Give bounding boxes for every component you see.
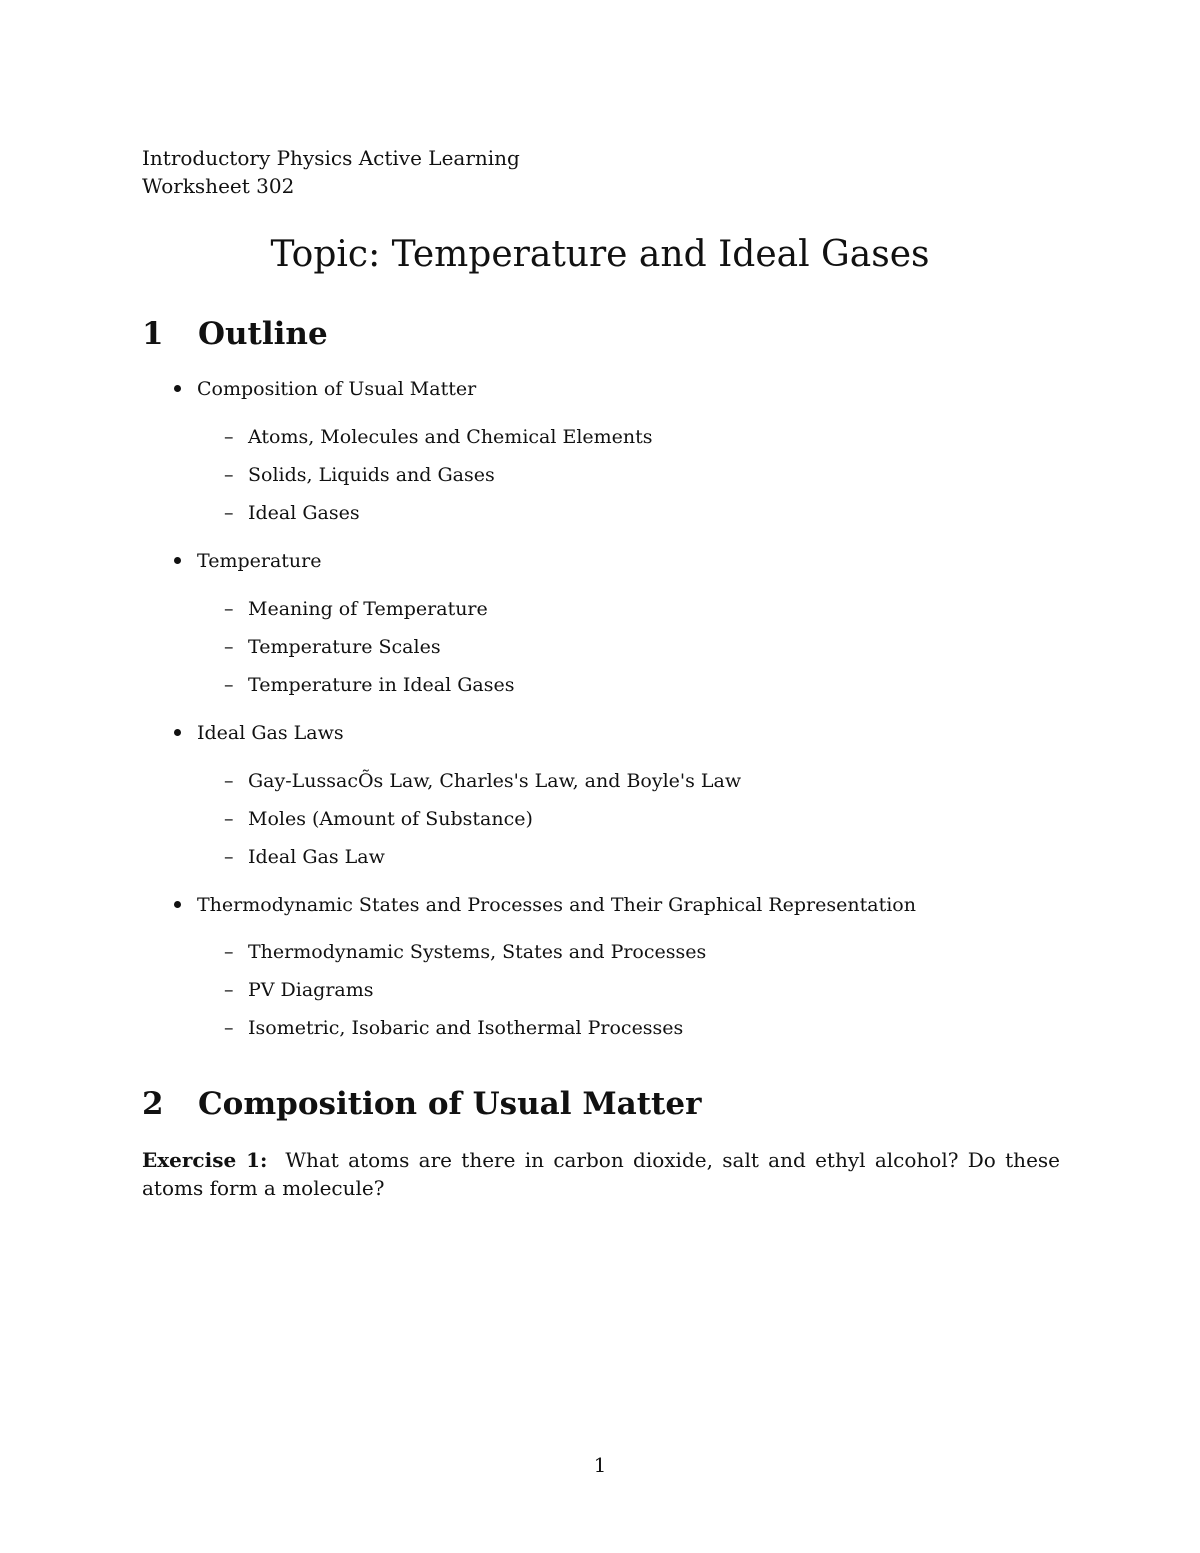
section-heading-composition: [142, 1084, 701, 1124]
outline-subitem: [224, 844, 385, 870]
section-title: Outline: [198, 316, 328, 352]
exercise-text: What atoms are there in carbon dioxide, salt and ethyl alcohol? Do these atoms form a molecule?: [142, 1148, 1060, 1200]
outline-subitem: [224, 1015, 683, 1041]
dash-icon: –: [224, 1017, 234, 1039]
dash-icon: –: [224, 846, 234, 868]
outline-subitem: [224, 806, 533, 832]
outline-subitem-label: Solids, Liquids and Gases: [248, 464, 495, 486]
outline-subitem: [224, 939, 706, 965]
dash-icon: –: [224, 598, 234, 620]
page-number: 1: [593, 1453, 607, 1477]
outline-subitem-label: Isometric, Isobaric and Isothermal Processes: [248, 1017, 684, 1039]
dash-icon: –: [224, 979, 234, 1001]
outline-subitem: [224, 672, 514, 698]
outline-subitem-label: Moles (Amount of Substance): [248, 808, 533, 830]
outline-subitem: [224, 596, 488, 622]
dash-icon: –: [224, 502, 234, 524]
outline-subitem: [224, 634, 441, 660]
dash-icon: –: [224, 808, 234, 830]
outline-subitem-label: Ideal Gas Law: [248, 846, 385, 868]
exercise-1: [142, 1146, 1060, 1202]
exercise-label: Exercise 1:: [142, 1148, 268, 1172]
outline-item: [174, 376, 476, 402]
dash-icon: –: [224, 426, 234, 448]
outline-item: [174, 720, 344, 746]
bullet-icon: [174, 557, 181, 564]
outline-subitem-label: Thermodynamic Systems, States and Processes: [248, 941, 707, 963]
outline-subitem: [224, 977, 374, 1003]
bullet-icon: [174, 385, 181, 392]
outline-subitem-label: Ideal Gases: [248, 502, 360, 524]
outline-item: [174, 892, 916, 918]
outline-subitem-label: Temperature in Ideal Gases: [248, 674, 515, 696]
worksheet-number: Worksheet 302: [142, 174, 295, 198]
bullet-icon: [174, 901, 181, 908]
dash-icon: –: [224, 464, 234, 486]
outline-subitem: [224, 424, 653, 450]
outline-item-label: Temperature: [197, 550, 322, 572]
topic-title: Topic: Temperature and Ideal Gases: [270, 234, 930, 275]
dash-icon: –: [224, 636, 234, 658]
outline-subitem-label: PV Diagrams: [248, 979, 374, 1001]
outline-subitem: [224, 500, 360, 526]
dash-icon: –: [224, 770, 234, 792]
outline-subitem: [224, 462, 495, 488]
outline-subitem-label: Meaning of Temperature: [248, 598, 488, 620]
section-title: Composition of Usual Matter: [198, 1086, 702, 1122]
outline-subitem: [224, 768, 741, 794]
outline-item-label: Thermodynamic States and Processes and Their Graphical Representation: [197, 894, 916, 916]
bullet-icon: [174, 729, 181, 736]
course-title: Introductory Physics Active Learning: [142, 146, 520, 170]
outline-subitem-label: Temperature Scales: [248, 636, 441, 658]
section-number: 2: [142, 1086, 164, 1122]
dash-icon: –: [224, 674, 234, 696]
outline-item-label: Ideal Gas Laws: [197, 722, 344, 744]
section-heading-outline: [142, 314, 328, 354]
dash-icon: –: [224, 941, 234, 963]
outline-subitem-label: Gay-LussacÕs Law, Charles's Law, and Boyle's Law: [248, 770, 742, 792]
outline-item-label: Composition of Usual Matter: [197, 378, 477, 400]
section-number: 1: [142, 316, 164, 352]
outline-item: [174, 548, 321, 574]
outline-subitem-label: Atoms, Molecules and Chemical Elements: [248, 426, 653, 448]
